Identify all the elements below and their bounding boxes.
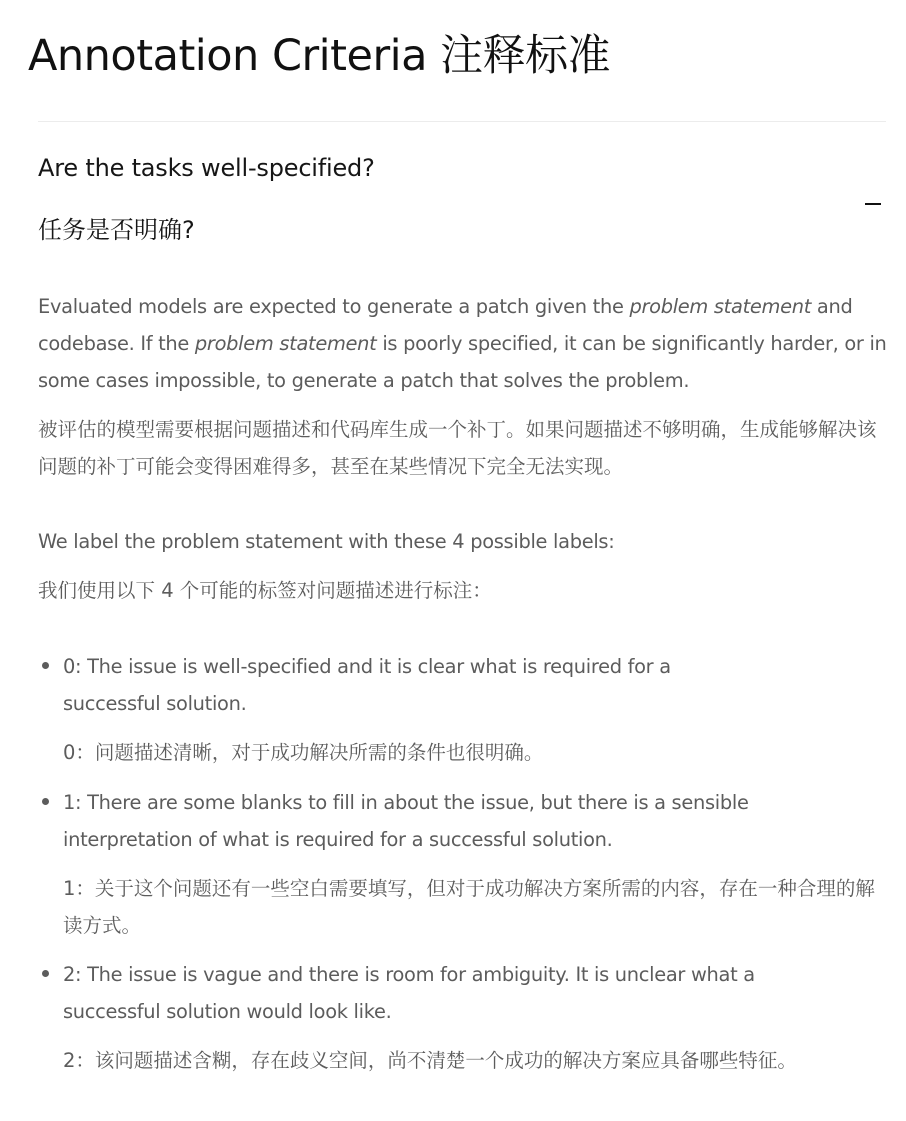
faq-question-en[interactable]: Are the tasks well-specified? (38, 154, 375, 182)
intro-emphasis-2: problem statement (194, 332, 377, 355)
bullet-dot (42, 662, 49, 669)
labels-intro-en: We label the problem statement with these 4 possible labels: (38, 530, 615, 553)
intro-paragraph-en (38, 288, 888, 399)
page-title: Annotation Criteria 注释标准 (28, 31, 611, 81)
label-item-0-zh: 0：问题描述清晰，对于成功解决所需的条件也很明确。 (63, 741, 544, 764)
intro-paragraph-zh: 被评估的模型需要根据问题描述和代码库生成一个补丁。如果问题描述不够明确，生成能够解决该问题的补丁可能会变得困难得多，甚至在某些情况下完全无法实现。 (38, 418, 877, 478)
minus-icon[interactable] (865, 188, 883, 218)
intro-emphasis-1: problem statement (629, 295, 812, 318)
label-item-2-zh: 2：该问题描述含糊，存在歧义空间，尚不清楚一个成功的解决方案应具备哪些特征。 (63, 1049, 797, 1072)
label-item-1-en: 1: There are some blanks to fill in about the issue, but there is a sensible interpretation of what is required for a successful solution. (63, 791, 749, 851)
bullet-dot (42, 970, 49, 977)
label-item-1-zh: 1：关于这个问题还有一些空白需要填写，但对于成功解决方案所需的内容，存在一种合理的解读方式。 (63, 877, 875, 937)
intro-text-2: and codebase. If the (38, 295, 853, 355)
label-item-0-en: 0: The issue is well-specified and it is clear what is required for a successful solution. (63, 655, 671, 715)
label-item-2-en: 2: The issue is vague and there is room for ambiguity. It is unclear what a successful solution would look like. (63, 963, 755, 1023)
minus-icon-bar (865, 203, 881, 205)
intro-text-3: is poorly specified, it can be significantly harder, or in some cases impossible, to generate a patch that solves the problem. (38, 332, 887, 392)
labels-intro-zh: 我们使用以下 4 个可能的标签对问题描述进行标注： (38, 579, 492, 602)
intro-text-1: Evaluated models are expected to generate a patch given the (38, 295, 630, 318)
bullet-dot (42, 798, 49, 805)
section-divider (38, 121, 886, 122)
faq-question-zh[interactable]: 任务是否明确? (38, 216, 195, 244)
